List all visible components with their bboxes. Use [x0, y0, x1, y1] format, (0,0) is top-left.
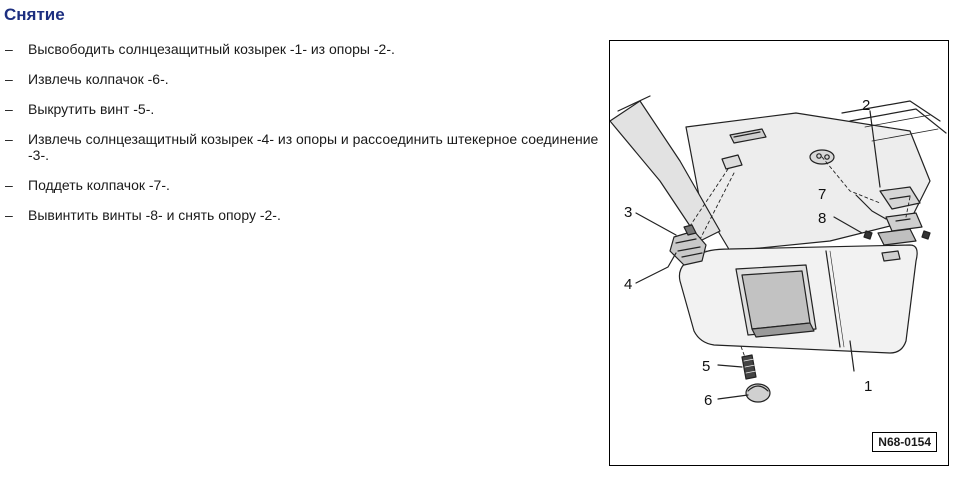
- callout-label: 3: [624, 204, 633, 221]
- section-heading: Снятие: [4, 5, 65, 24]
- instruction-step-6: [0, 207, 600, 223]
- callout-label: 2: [862, 97, 871, 114]
- instruction-step-5: [0, 177, 600, 193]
- step-text: Поддеть колпачок -7-.: [28, 177, 170, 193]
- instruction-step-3: [0, 101, 600, 117]
- step-text: Выкрутить винт -5-.: [28, 101, 155, 117]
- step-dash: –: [5, 71, 13, 87]
- figure-code: N68-0154: [872, 432, 937, 452]
- callout-label: 1: [864, 378, 873, 395]
- callout-label: 7: [818, 186, 827, 203]
- instruction-step-2: [0, 71, 600, 87]
- step-dash: –: [5, 177, 13, 193]
- instruction-step-4: [0, 131, 600, 163]
- callout-label: 8: [818, 210, 827, 227]
- sun-visor-diagram: [609, 40, 949, 466]
- callout-label: 5: [702, 358, 711, 375]
- step-text: Вывинтить винты -8- и снять опору -2-.: [28, 207, 281, 223]
- step-dash: –: [5, 41, 13, 57]
- step-text: Извлечь колпачок -6-.: [28, 71, 169, 87]
- step-dash: –: [5, 207, 13, 223]
- sun-visor-drawing: [610, 41, 948, 465]
- instruction-step-1: [0, 41, 600, 57]
- step-text: Высвободить солнцезащитный козырек -1- из опоры -2-.: [28, 41, 395, 57]
- step-dash: –: [5, 131, 13, 147]
- step-dash: –: [5, 101, 13, 117]
- callout-label: 6: [704, 392, 713, 409]
- callout-label: 4: [624, 276, 633, 293]
- step-text: Извлечь солнцезащитный козырек -4- из опоры и рассоединить штекерное соединение -3-.: [28, 131, 599, 163]
- instruction-list: [0, 41, 600, 237]
